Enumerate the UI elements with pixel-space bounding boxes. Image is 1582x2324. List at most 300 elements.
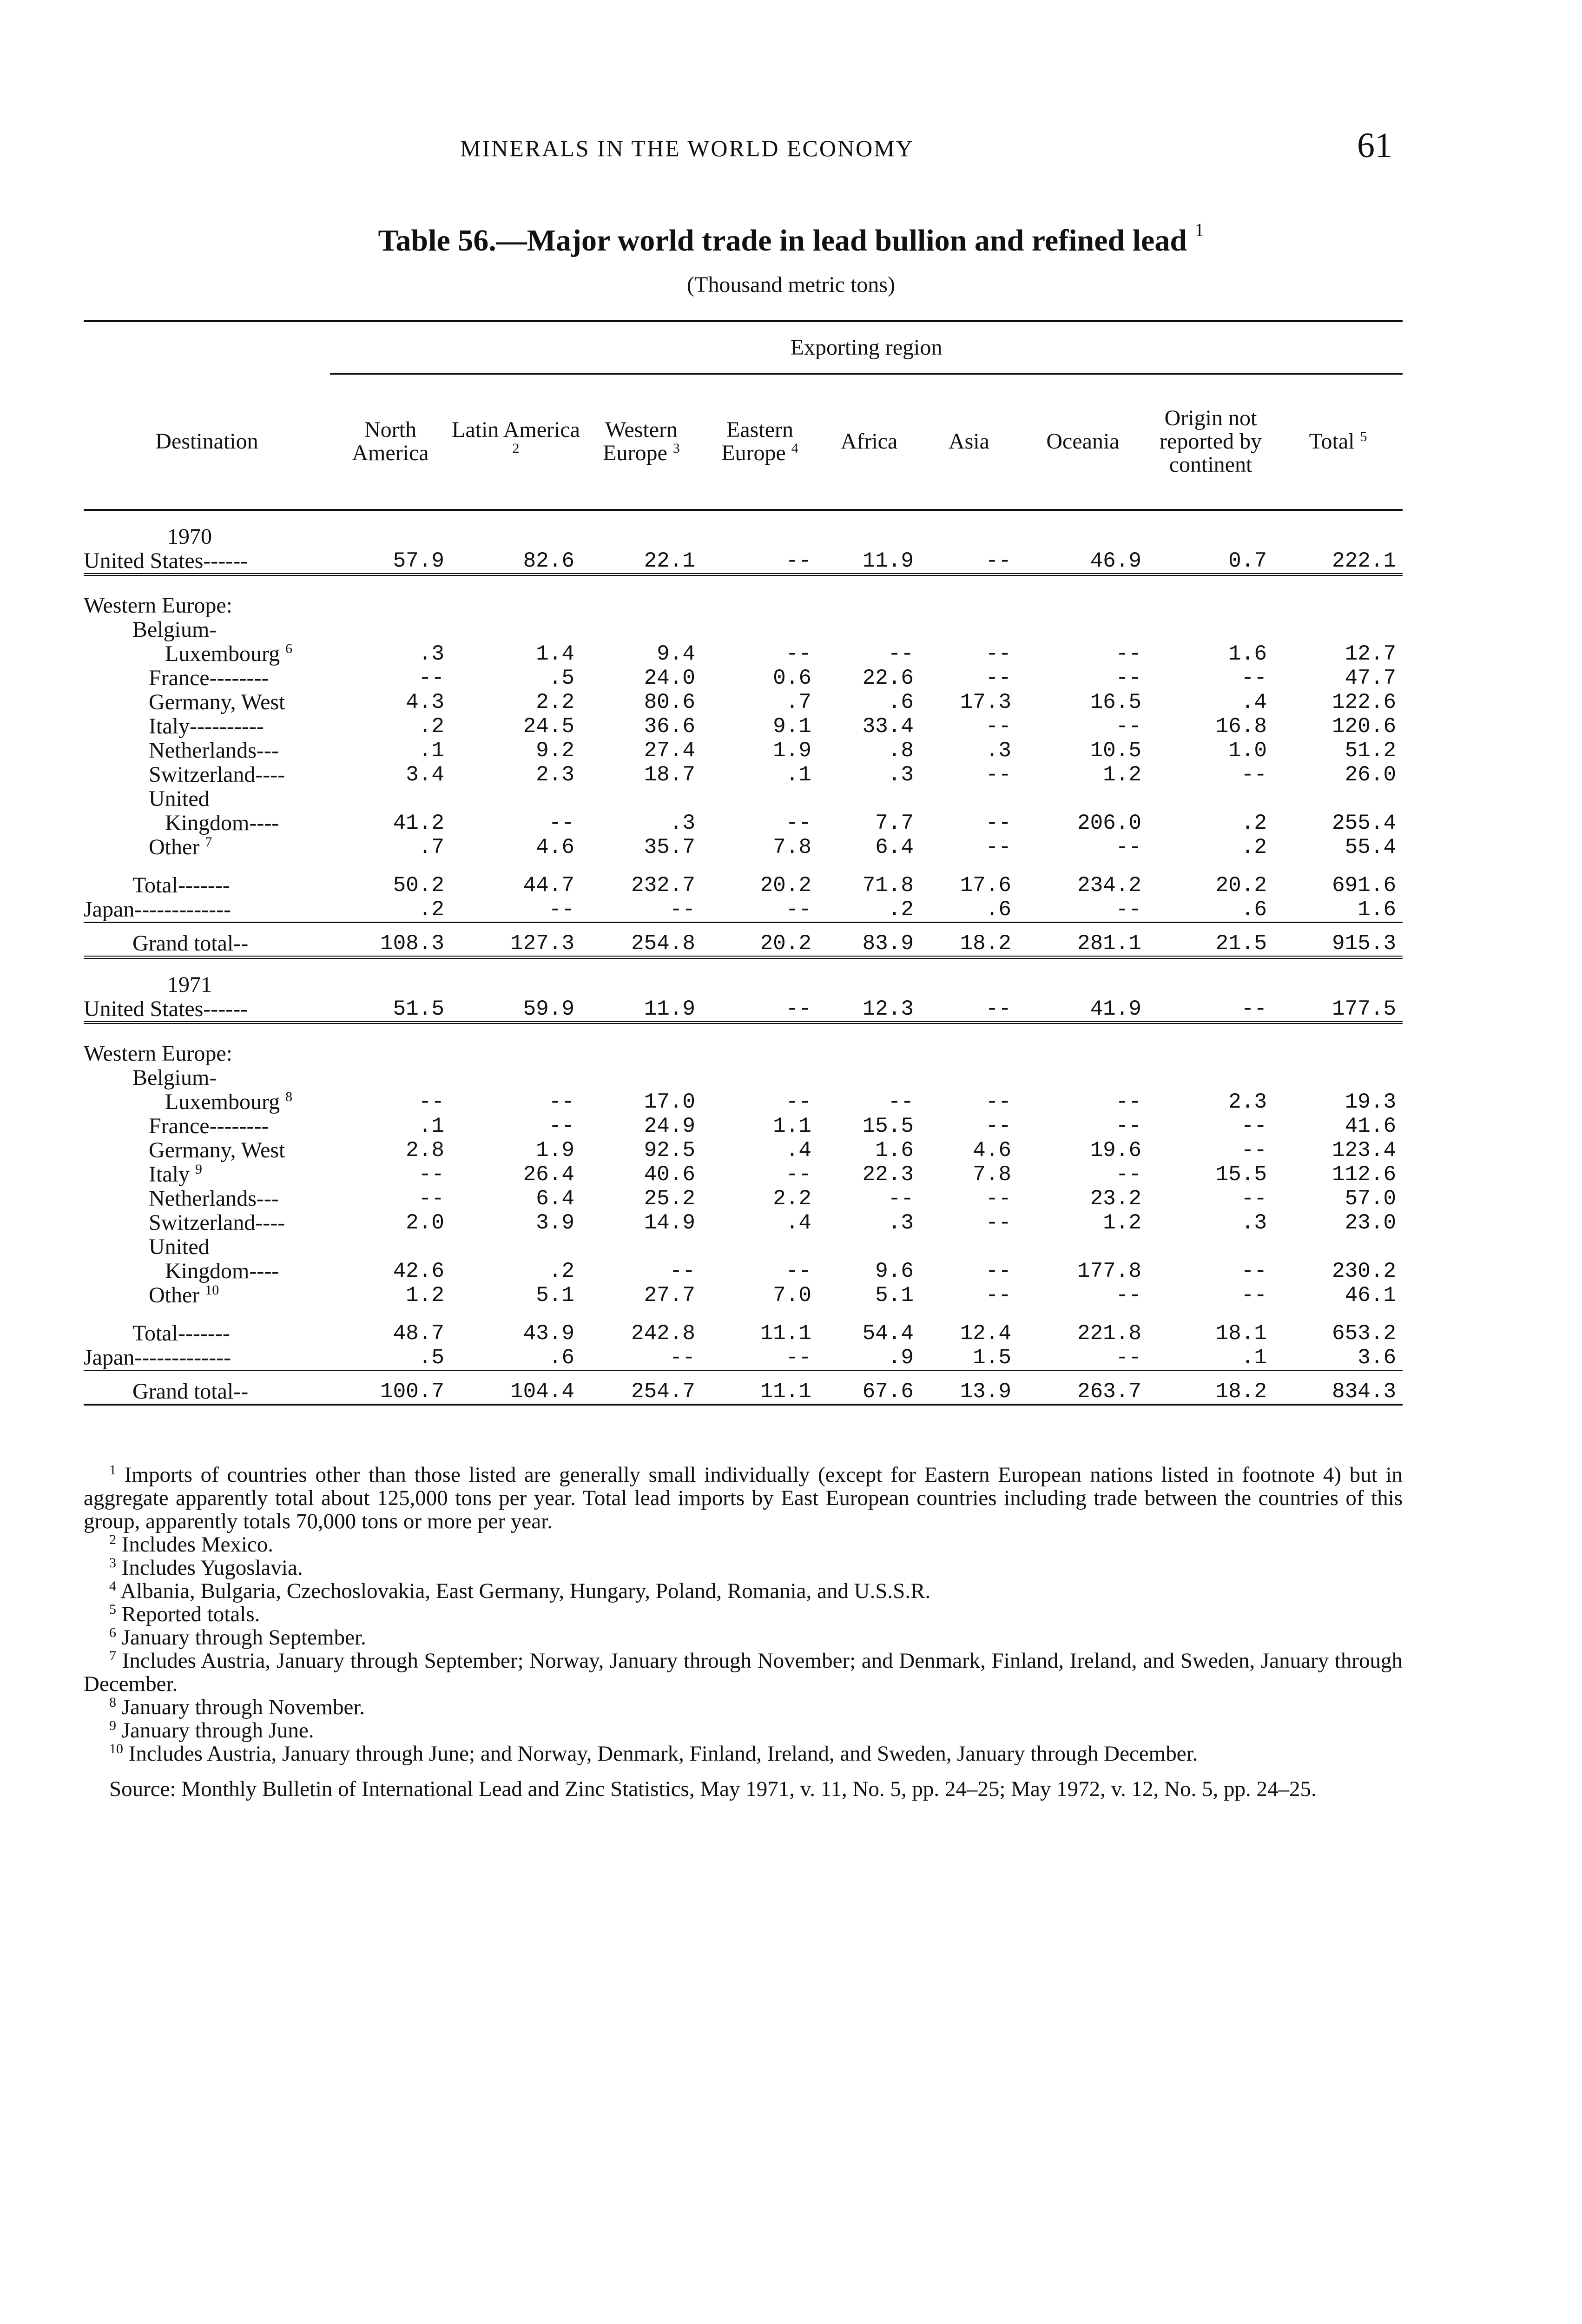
table-row — [84, 574, 1403, 618]
value-cell: 9.6 — [875, 1259, 914, 1283]
value-cell: .2 — [1241, 811, 1267, 835]
value-cell: 92.5 — [644, 1138, 695, 1162]
value-cell: .4 — [1241, 690, 1267, 714]
row-label-text: Belgium- — [132, 617, 217, 642]
empty-cell — [330, 957, 451, 997]
footnote — [84, 1603, 1403, 1626]
empty-cell — [451, 957, 581, 997]
value-cell: .2 — [1241, 835, 1267, 859]
column-header-label: Asia — [949, 429, 989, 454]
value-cell: 80.6 — [644, 690, 695, 714]
value-cell: 108.3 — [330, 922, 451, 957]
value-cell — [330, 574, 451, 618]
value-cell — [702, 618, 818, 642]
row-label-text: Switzerland---- — [149, 1210, 285, 1235]
row-label — [84, 835, 330, 859]
value-cell — [818, 1235, 920, 1259]
value-cell: 11.9 — [581, 997, 702, 1023]
value-cell: -- — [1115, 666, 1141, 690]
value-cell: 177.8 — [1077, 1259, 1141, 1283]
row-label-note: 7 — [205, 835, 212, 850]
row-label-note: 8 — [285, 1089, 293, 1104]
empty-cell — [1273, 510, 1403, 549]
footnote-mark: 9 — [109, 1718, 116, 1733]
value-cell — [451, 1023, 581, 1066]
value-cell: -- — [985, 762, 1011, 787]
value-cell — [818, 1023, 920, 1066]
value-cell — [1273, 574, 1403, 618]
footnote-mark: 8 — [109, 1695, 116, 1710]
value-cell: 0.7 — [1148, 549, 1273, 574]
value-cell: -- — [985, 714, 1011, 739]
value-cell: 4.3 — [406, 690, 444, 714]
value-cell: .6 — [548, 1345, 574, 1370]
value-cell: 71.8 — [862, 873, 914, 898]
value-cell — [1273, 1235, 1403, 1259]
value-cell: .8 — [888, 738, 914, 763]
row-label — [84, 1321, 330, 1346]
value-cell: 23.2 — [1090, 1186, 1141, 1211]
running-title: MINERALS IN THE WORLD ECONOMY — [460, 135, 914, 161]
row-label-text: France-------- — [149, 666, 269, 690]
value-cell: 2.2 — [773, 1186, 811, 1211]
row-label — [84, 1259, 330, 1283]
empty-cell — [1148, 957, 1273, 997]
value-cell: -- — [1241, 1186, 1267, 1211]
value-cell — [581, 574, 702, 618]
row-label — [84, 1162, 330, 1187]
value-cell — [1148, 1066, 1273, 1090]
row-label-text: France-------- — [149, 1114, 269, 1138]
value-cell: 9.2 — [536, 738, 574, 763]
value-cell: 1.6 — [1358, 897, 1397, 922]
table-row — [84, 1259, 1403, 1283]
value-cell: 54.4 — [862, 1321, 914, 1346]
value-cell: 55.4 — [1345, 835, 1397, 859]
column-header — [920, 374, 1018, 510]
value-cell: -- — [888, 1186, 914, 1211]
value-cell — [451, 618, 581, 642]
value-cell: 12.7 — [1345, 641, 1397, 666]
footnote-text: January through June. — [121, 1718, 314, 1743]
value-cell: 26.4 — [523, 1162, 574, 1187]
value-cell: 18.1 — [1215, 1321, 1267, 1346]
row-label — [84, 898, 330, 923]
row-label-text: Grand total-- — [132, 1379, 249, 1404]
value-cell: 1.0 — [1228, 738, 1267, 763]
value-cell: 112.6 — [1332, 1162, 1397, 1187]
value-cell: 127.3 — [451, 922, 581, 957]
table-row — [84, 922, 1403, 957]
column-header-note: 4 — [791, 441, 798, 456]
row-label — [84, 997, 330, 1023]
value-cell — [1018, 787, 1148, 811]
value-cell — [1148, 1023, 1273, 1066]
value-cell: 1.2 — [1103, 1210, 1141, 1235]
value-cell: 254.7 — [581, 1370, 702, 1405]
value-cell: 254.8 — [581, 922, 702, 957]
value-cell: -- — [548, 1089, 574, 1114]
value-cell: 100.7 — [330, 1370, 451, 1405]
value-cell: 22.1 — [581, 549, 702, 574]
empty-cell — [1273, 957, 1403, 997]
header-row-columns — [84, 374, 1403, 510]
row-label-text: United — [149, 786, 210, 811]
empty-cell — [818, 510, 920, 549]
column-header-label: Origin not reported by continent — [1160, 406, 1262, 477]
value-cell — [451, 574, 581, 618]
value-cell — [1273, 618, 1403, 642]
value-cell — [581, 1023, 702, 1066]
value-cell: 3.4 — [406, 762, 444, 787]
value-cell — [1148, 574, 1273, 618]
value-cell: 0.6 — [773, 666, 811, 690]
value-cell — [702, 1023, 818, 1066]
value-cell: 1.6 — [1228, 641, 1267, 666]
value-cell: -- — [888, 1089, 914, 1114]
value-cell: -- — [1115, 1162, 1141, 1187]
value-cell: -- — [1241, 1138, 1267, 1162]
column-header-label: Total — [1309, 429, 1355, 454]
value-cell: 19.6 — [1090, 1138, 1141, 1162]
value-cell: 230.2 — [1332, 1259, 1397, 1283]
value-cell: 104.4 — [451, 1370, 581, 1405]
value-cell — [920, 1066, 1018, 1090]
value-cell: .3 — [669, 811, 695, 835]
value-cell: 57.9 — [330, 549, 451, 574]
value-cell: 83.9 — [818, 922, 920, 957]
row-label — [84, 618, 330, 642]
value-cell: 7.8 — [973, 1162, 1011, 1187]
table-row — [84, 1211, 1403, 1235]
table-title-text: Table 56.—Major world trade in lead bullion and refined lead — [378, 224, 1187, 257]
value-cell: 24.5 — [523, 714, 574, 739]
value-cell: .3 — [1241, 1210, 1267, 1235]
table-row — [84, 1066, 1403, 1090]
row-label — [84, 1066, 330, 1090]
table-row — [84, 1370, 1403, 1405]
column-header-label: Eastern Europe — [721, 417, 793, 466]
value-cell: 1.6 — [875, 1138, 914, 1162]
row-label-text: United States------ — [84, 548, 248, 573]
footnote — [84, 1696, 1403, 1719]
value-cell: 46.9 — [1018, 549, 1148, 574]
row-label-text: Luxembourg — [165, 1089, 280, 1114]
row-label — [84, 1023, 330, 1066]
value-cell: 5.1 — [536, 1283, 574, 1307]
row-label — [84, 739, 330, 763]
value-cell: 24.9 — [644, 1114, 695, 1138]
value-cell: 4.6 — [536, 835, 574, 859]
year-row — [84, 510, 1403, 549]
empty-cell — [1148, 510, 1273, 549]
empty-cell — [1018, 510, 1148, 549]
row-label-text: Italy---------- — [149, 714, 264, 739]
value-cell: -- — [785, 641, 811, 666]
value-cell: 255.4 — [1332, 811, 1397, 835]
value-cell: -- — [985, 666, 1011, 690]
column-header-note: 3 — [672, 441, 680, 456]
value-cell: -- — [1241, 1114, 1267, 1138]
empty-cell — [581, 510, 702, 549]
value-cell: .2 — [418, 897, 444, 922]
value-cell — [702, 1066, 818, 1090]
table-row — [84, 1023, 1403, 1066]
empty-cell — [581, 957, 702, 997]
value-cell: 18.2 — [920, 922, 1018, 957]
value-cell: .1 — [418, 1114, 444, 1138]
value-cell: -- — [1241, 666, 1267, 690]
value-cell: .1 — [1241, 1345, 1267, 1370]
value-cell: 11.1 — [702, 1370, 818, 1405]
column-header — [702, 374, 818, 510]
table-row — [84, 898, 1403, 923]
value-cell: 27.4 — [644, 738, 695, 763]
table-row — [84, 1235, 1403, 1259]
row-label-text: Germany, West — [149, 690, 285, 714]
value-cell: .3 — [888, 762, 914, 787]
value-cell — [581, 1235, 702, 1259]
table-row — [84, 1114, 1403, 1138]
value-cell: 15.5 — [1215, 1162, 1267, 1187]
trade-table — [84, 320, 1403, 1406]
value-cell: -- — [985, 811, 1011, 835]
table-row — [84, 811, 1403, 835]
footnote-text: January through September. — [121, 1625, 366, 1650]
value-cell: 14.9 — [644, 1210, 695, 1235]
row-label-note: 9 — [195, 1162, 202, 1177]
value-cell: -- — [1115, 714, 1141, 739]
column-header-label: Oceania — [1046, 429, 1120, 454]
value-cell: .6 — [1241, 897, 1267, 922]
value-cell — [330, 1066, 451, 1090]
value-cell: 43.9 — [523, 1321, 574, 1346]
row-label-text: Western Europe: — [84, 593, 233, 618]
column-header — [818, 374, 920, 510]
row-label-text: Kingdom---- — [165, 1259, 279, 1283]
value-cell: 27.7 — [644, 1283, 695, 1307]
row-label-text: Total------- — [132, 1321, 230, 1346]
footnote-mark: 10 — [109, 1741, 123, 1756]
row-label — [84, 811, 330, 835]
row-label — [84, 1370, 330, 1405]
table-row — [84, 1187, 1403, 1211]
value-cell — [920, 1023, 1018, 1066]
value-cell: 16.5 — [1090, 690, 1141, 714]
value-cell: 40.6 — [644, 1162, 695, 1187]
value-cell: 51.2 — [1345, 738, 1397, 763]
column-header — [451, 374, 581, 510]
value-cell: -- — [669, 897, 695, 922]
value-cell: 44.7 — [523, 873, 574, 898]
value-cell: 11.9 — [818, 549, 920, 574]
row-label-note: 10 — [205, 1283, 219, 1298]
value-cell: -- — [548, 811, 574, 835]
value-cell: 17.0 — [644, 1089, 695, 1114]
table-subtitle: (Thousand metric tons) — [687, 272, 895, 297]
value-cell: 19.3 — [1345, 1089, 1397, 1114]
footnote-text: Includes Austria, January through September; Norway, January through November; and Denmark, Finland, Ireland, and Sweden, January through December. — [84, 1649, 1403, 1696]
value-cell — [1018, 618, 1148, 642]
value-cell: -- — [702, 549, 818, 574]
value-cell — [702, 574, 818, 618]
value-cell — [1273, 1066, 1403, 1090]
row-label-note: 6 — [285, 641, 293, 656]
value-cell: 915.3 — [1273, 922, 1403, 957]
value-cell: -- — [1241, 762, 1267, 787]
column-header-note: 5 — [1360, 429, 1367, 445]
value-cell: 33.4 — [862, 714, 914, 739]
footnotes — [84, 1463, 1403, 1801]
value-cell: 2.0 — [406, 1210, 444, 1235]
footnote-mark: 7 — [109, 1648, 116, 1664]
column-header — [1018, 374, 1148, 510]
row-label — [84, 787, 330, 811]
value-cell: 20.2 — [702, 922, 818, 957]
row-label-text: United States------ — [84, 997, 248, 1021]
value-cell — [451, 787, 581, 811]
row-label-text: Other — [149, 1283, 200, 1307]
footnote-mark: 1 — [109, 1462, 116, 1478]
header-blank — [84, 321, 330, 374]
column-header-note: 2 — [512, 441, 520, 456]
value-cell — [920, 574, 1018, 618]
row-label-text: Japan------------- — [84, 897, 231, 922]
row-label — [84, 1283, 330, 1307]
empty-cell — [920, 957, 1018, 997]
spacer-cell — [84, 859, 1403, 873]
footnote — [84, 1463, 1403, 1533]
footnote-text: Reported totals. — [121, 1602, 260, 1626]
value-cell — [702, 1235, 818, 1259]
value-cell — [1148, 1235, 1273, 1259]
value-cell: -- — [1241, 1283, 1267, 1307]
table-row — [84, 835, 1403, 859]
column-header-label: Latin America — [452, 417, 580, 442]
value-cell: 41.2 — [393, 811, 444, 835]
row-label-text: Total------- — [132, 873, 230, 898]
value-cell — [818, 618, 920, 642]
value-cell: 10.5 — [1090, 738, 1141, 763]
row-label — [84, 574, 330, 618]
table-row — [84, 739, 1403, 763]
footnote-text: Includes Yugoslavia. — [121, 1556, 303, 1580]
value-cell — [1148, 787, 1273, 811]
value-cell: -- — [1115, 1114, 1141, 1138]
value-cell — [818, 787, 920, 811]
value-cell: -- — [1115, 835, 1141, 859]
value-cell: -- — [1115, 1345, 1141, 1370]
exporting-region-header: Exporting region — [330, 321, 1403, 374]
table-title-note: 1 — [1194, 219, 1204, 240]
spacer-row — [84, 859, 1403, 873]
value-cell — [1018, 574, 1148, 618]
value-cell: 1.2 — [1103, 762, 1141, 787]
value-cell: 47.7 — [1345, 666, 1397, 690]
footnote-text: Imports of countries other than those listed are generally small individually (except for Eastern European nations listed in footnote 4) but in aggregate apparently total about 125,000 tons per year. Total lead imports by East European countries including trade between the countries of this group, apparently totals 70,000 tons or more per year. — [84, 1463, 1403, 1533]
value-cell: 9.4 — [657, 641, 695, 666]
value-cell: -- — [785, 1259, 811, 1283]
column-header — [581, 374, 702, 510]
value-cell: -- — [985, 641, 1011, 666]
value-cell: 263.7 — [1018, 1370, 1148, 1405]
row-label — [84, 549, 330, 574]
value-cell — [818, 574, 920, 618]
value-cell: 221.8 — [1077, 1321, 1141, 1346]
value-cell: -- — [920, 549, 1018, 574]
value-cell: 6.4 — [875, 835, 914, 859]
empty-cell — [1018, 957, 1148, 997]
empty-cell — [702, 510, 818, 549]
value-cell: 41.9 — [1018, 997, 1148, 1023]
value-cell — [1273, 1023, 1403, 1066]
value-cell: -- — [985, 1114, 1011, 1138]
value-cell: .4 — [785, 1138, 811, 1162]
value-cell: 6.4 — [536, 1186, 574, 1211]
value-cell: 46.1 — [1345, 1283, 1397, 1307]
row-label — [84, 642, 330, 666]
value-cell: .2 — [888, 897, 914, 922]
value-cell — [920, 787, 1018, 811]
value-cell: 50.2 — [393, 873, 444, 898]
value-cell: -- — [1115, 897, 1141, 922]
trade-table-container — [84, 320, 1403, 1406]
value-cell: 2.3 — [1228, 1089, 1267, 1114]
footnote — [84, 1556, 1403, 1579]
footnote — [84, 1649, 1403, 1696]
value-cell: 232.7 — [631, 873, 695, 898]
value-cell: 24.0 — [644, 666, 695, 690]
row-label-text: Netherlands--- — [149, 738, 279, 763]
table-row — [84, 997, 1403, 1023]
value-cell: 48.7 — [393, 1321, 444, 1346]
row-label-text: Other — [149, 835, 200, 859]
table-row — [84, 1162, 1403, 1187]
table-row — [84, 666, 1403, 690]
row-label — [84, 714, 330, 739]
table-row — [84, 1283, 1403, 1307]
table-row — [84, 1090, 1403, 1114]
value-cell: 21.5 — [1148, 922, 1273, 957]
value-cell: -- — [548, 1114, 574, 1138]
value-cell: .1 — [418, 738, 444, 763]
value-cell: 123.4 — [1332, 1138, 1397, 1162]
value-cell — [451, 1066, 581, 1090]
value-cell: -- — [785, 897, 811, 922]
row-label — [84, 690, 330, 714]
value-cell — [702, 787, 818, 811]
value-cell: -- — [785, 1345, 811, 1370]
value-cell: 2.2 — [536, 690, 574, 714]
empty-cell — [702, 957, 818, 997]
value-cell: .2 — [548, 1259, 574, 1283]
value-cell: 18.7 — [644, 762, 695, 787]
value-cell: -- — [985, 1089, 1011, 1114]
value-cell: 41.6 — [1345, 1114, 1397, 1138]
value-cell: 2.8 — [406, 1138, 444, 1162]
row-label — [84, 922, 330, 957]
table-row — [84, 549, 1403, 574]
value-cell: -- — [985, 1210, 1011, 1235]
row-label-text: Switzerland---- — [149, 762, 285, 787]
value-cell: 4.6 — [973, 1138, 1011, 1162]
value-cell: -- — [985, 1186, 1011, 1211]
footnote — [84, 1742, 1403, 1765]
header-row-region — [84, 321, 1403, 374]
column-header-label: North America — [352, 417, 429, 466]
value-cell: 16.8 — [1215, 714, 1267, 739]
value-cell — [330, 618, 451, 642]
